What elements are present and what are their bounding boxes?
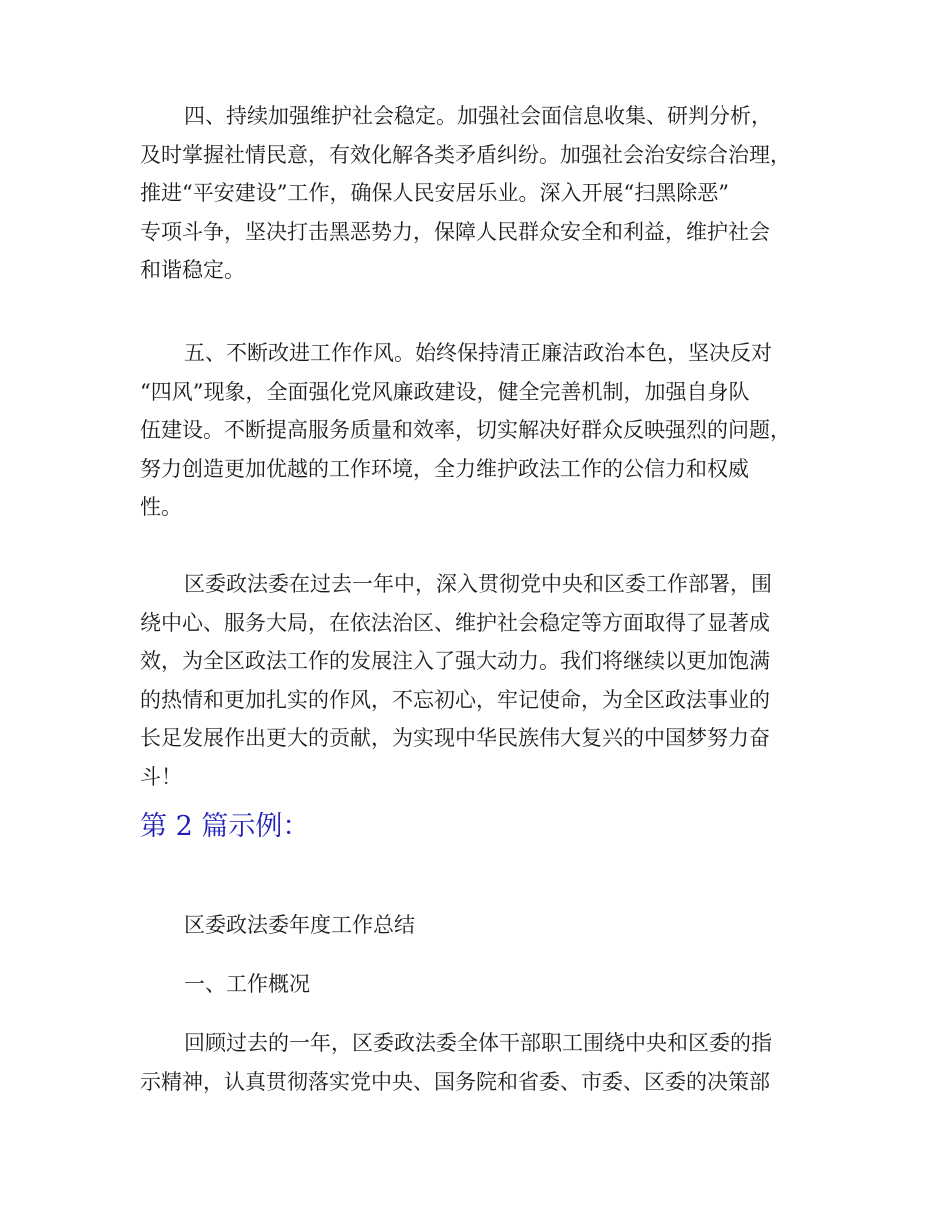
paragraph-line: “四风”现象，全面强化党风廉政建设，健全完善机制，加强自身队 [140, 379, 750, 404]
paragraph-conclusion [140, 565, 840, 797]
paragraph-line: 回顾过去的一年，区委政法委全体干部职工围绕中央和区委的指 [184, 1031, 772, 1055]
paragraph-line: 推进“平安建设”工作，确保人民安居乐业。深入开展“扫黑除恶” [140, 181, 729, 206]
paragraph-review [140, 1024, 840, 1101]
paragraph-line: 斗！ [140, 764, 182, 789]
paragraph-line: 四、持续加强维护社会稳定。加强社会面信息收集、研判分析， [184, 104, 772, 128]
paragraph-line: 伍建设。不断提高服务质量和效率，切实解决好群众反映强烈的问题， [140, 418, 791, 443]
paragraph-maintain-stability [140, 97, 840, 290]
section-heading: 第 2 篇示例： [140, 811, 310, 842]
document-title: 区委政法委年度工作总结 [184, 913, 415, 937]
paragraph-line: 专项斗争，坚决打击黑恶势力，保障人民群众安全和利益，维护社会 [140, 219, 770, 244]
paragraph-line: 的热情和更加扎实的作风，不忘初心，牢记使命，为全区政法事业的 [140, 687, 770, 712]
paragraph-line: 五、不断改进工作作风。始终保持清正廉洁政治本色，坚决反对 [184, 341, 772, 365]
paragraph-line: 长足发展作出更大的贡献，为实现中华民族伟大复兴的中国梦努力奋 [140, 726, 770, 751]
paragraph-line: 和谐稳定。 [140, 258, 245, 283]
paragraph-line: 及时掌握社情民意，有效化解各类矛盾纠纷。加强社会治安综合治理， [140, 142, 791, 167]
paragraph-line: 效，为全区政法工作的发展注入了强大动力。我们将继续以更加饱满 [140, 649, 770, 674]
paragraph-line: 绕中心、服务大局，在依法治区、维护社会稳定等方面取得了显著成 [140, 610, 770, 635]
paragraph-line: 区委政法委在过去一年中，深入贯彻党中央和区委工作部署，围 [184, 572, 772, 596]
subheading-work-overview: 一、工作概况 [184, 972, 310, 996]
paragraph-line: 示精神，认真贯彻落实党中央、国务院和省委、市委、区委的决策部 [140, 1069, 770, 1094]
paragraph-line: 努力创造更加优越的工作环境，全力维护政法工作的公信力和权威 [140, 456, 749, 481]
paragraph-work-style [140, 334, 840, 527]
paragraph-line: 性。 [140, 495, 182, 520]
